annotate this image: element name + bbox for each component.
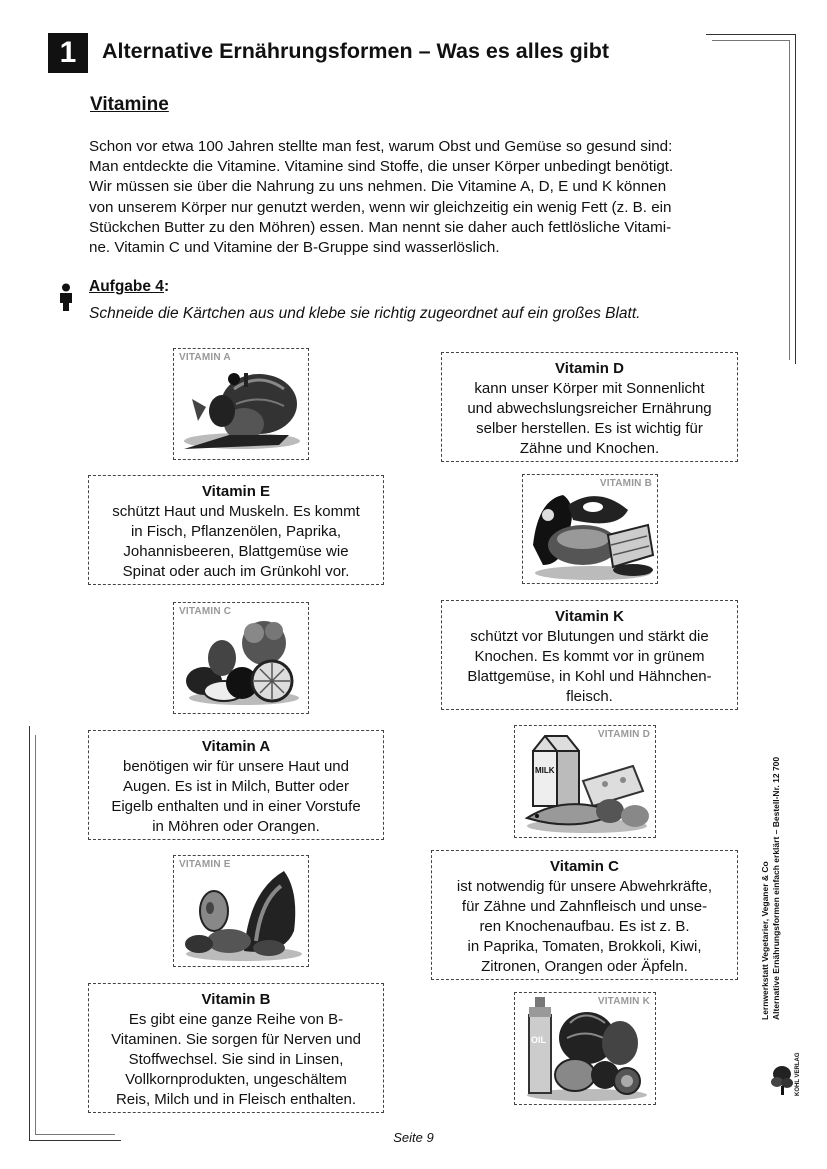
picture-card-vitamin-b (522, 474, 658, 584)
picture-card-vitamin-a (173, 348, 309, 460)
frame-line-right-inner (789, 40, 790, 360)
card-line: in Fisch, Pflanzenölen, Paprika, (130, 523, 342, 540)
frame-line-right (795, 34, 796, 364)
fruits-illustration-icon (174, 603, 309, 714)
oil-vegetables-illustration-icon (515, 993, 656, 1105)
card-line: Eigelb enthalten und in einer Vorstufe (111, 798, 361, 815)
card-line: schützt vor Blutungen und stärkt die (470, 628, 709, 645)
section-title: Vitamine (90, 94, 169, 115)
card-line: Stoffwechsel. Sie sind in Linsen, (128, 1051, 344, 1068)
card-line: Vitaminen. Sie sorgen für Nerven und (111, 1031, 361, 1048)
card-line: in Paprika, Tomaten, Brokkoli, Kiwi, (467, 938, 702, 955)
card-line: Zähne und Knochen. (519, 440, 660, 457)
card-title: Vitamin K (555, 608, 624, 625)
publisher-logo-text: KOHL VERLAG (795, 1052, 801, 1096)
card-title: Vitamin B (201, 991, 271, 1008)
card-line: und abwechslungsreicher Ernährung (467, 400, 712, 417)
task-label (89, 278, 169, 296)
card-line: Augen. Es ist in Milch, Butter oder (123, 778, 349, 795)
publisher-side-text (760, 757, 782, 1020)
text-card-vitamin-k (441, 600, 738, 710)
card-line: in Möhren oder Orangen. (152, 818, 320, 835)
picture-label: VITAMIN C (179, 606, 232, 617)
task-instruction: Schneide die Kärtchen aus und klebe sie richtig zugeordnet auf ein großes Blatt. (89, 305, 641, 322)
card-line: Zitronen, Orangen oder Äpfeln. (481, 958, 688, 975)
card-line: selber herstellen. Es ist wichtig für (476, 420, 703, 437)
frame-line-left-inner (35, 735, 36, 1134)
text-card-vitamin-d (441, 352, 738, 462)
milk-fish-illustration-icon (515, 726, 656, 838)
card-line: Knochen. Es kommt vor in grünem (474, 648, 705, 665)
chapter-number: 1 (48, 33, 88, 73)
meat-grains-illustration-icon (523, 475, 658, 584)
picture-label: VITAMIN D (597, 729, 650, 740)
intro-line: Schon vor etwa 100 Jahren stellte man fest, warum Obst und Gemüse so gesund sind: (89, 138, 673, 155)
picture-card-vitamin-d (514, 725, 656, 838)
card-line: Spinat oder auch im Grünkohl vor. (122, 563, 350, 580)
task-label-colon: : (163, 278, 170, 295)
card-title: Vitamin D (555, 360, 624, 377)
intro-line: von unserem Körper nur genutzt werden, wenn wir gleichzeitig ein wenig Fett (z. B. ein (89, 198, 672, 216)
text-card-vitamin-c (431, 850, 738, 980)
card-title: Vitamin C (550, 858, 619, 875)
card-line: fleisch. (566, 688, 613, 705)
card-line: kann unser Körper mit Sonnenlicht (474, 380, 705, 397)
card-title: Vitamin A (201, 738, 271, 755)
text-card-vitamin-a (88, 730, 384, 840)
intro-line: Wir müssen sie über die Nahrung zu uns nehmen. Die Vitamine A, D, E und K können (89, 178, 667, 196)
frame-line-top (706, 34, 796, 35)
frame-line-left (29, 726, 30, 1140)
task-label-text: Aufgabe 4 (89, 278, 164, 295)
side-line-2: Alternative Ernährungsformen einfach erklärt – Bestell-Nr. 12 700 (771, 756, 781, 1020)
picture-label: VITAMIN A (179, 352, 231, 363)
card-line: Vollkornprodukten, ungeschältem (125, 1071, 347, 1088)
frame-line-top-inner (712, 40, 790, 41)
card-line: für Zähne und Zahnfleisch und unse- (461, 898, 708, 915)
picture-card-vitamin-k (514, 992, 656, 1105)
side-line-1: Lernwerkstatt Vegetarier, Veganer & Co (760, 861, 770, 1020)
card-line: schützt Haut und Muskeln. Es kommt (112, 503, 360, 520)
vegetables-illustration-icon (174, 349, 309, 460)
publisher-logo-icon (770, 1062, 796, 1098)
peppers-illustration-icon (174, 856, 309, 967)
picture-card-vitamin-c (173, 602, 309, 714)
card-title: Vitamin E (201, 483, 271, 500)
card-line: ren Knochenaufbau. Es ist z. B. (479, 918, 690, 935)
card-line: ist notwendig für unsere Abwehrkräfte, (456, 878, 713, 895)
page-number: Seite 9 (393, 1130, 434, 1145)
card-line: Blattgemüse, in Kohl und Hähnchen- (467, 668, 712, 685)
intro-line: Man entdeckte die Vitamine. Vitamine sind Stoffe, die unser Körper unbedingt benötigt. (89, 158, 674, 176)
picture-card-vitamin-e (173, 855, 309, 967)
intro-paragraph (89, 137, 739, 258)
milk-carton-label: MILK (535, 766, 555, 775)
card-line: benötigen wir für unsere Haut und (123, 758, 349, 775)
intro-line: Stückchen Butter zu den Möhren) essen. Man nennt sie daher auch fettlösliche Vitami- (89, 218, 672, 236)
person-icon (57, 283, 75, 311)
oil-bottle-label: OIL (531, 1035, 546, 1045)
text-card-vitamin-e (88, 475, 384, 585)
picture-label: VITAMIN K (597, 996, 650, 1007)
text-card-vitamin-b (88, 983, 384, 1113)
intro-line: ne. Vitamin C und Vitamine der B-Gruppe sind wasserlöslich. (89, 239, 500, 257)
page-title: Alternative Ernährungsformen – Was es alles gibt (102, 39, 609, 63)
picture-label: VITAMIN E (179, 859, 231, 870)
picture-label: VITAMIN B (599, 478, 652, 489)
card-line: Es gibt eine ganze Reihe von B- (128, 1011, 344, 1028)
card-line: Reis, Milch und in Fleisch enthalten. (115, 1091, 357, 1108)
card-line: Johannisbeeren, Blattgemüse wie (123, 543, 349, 560)
